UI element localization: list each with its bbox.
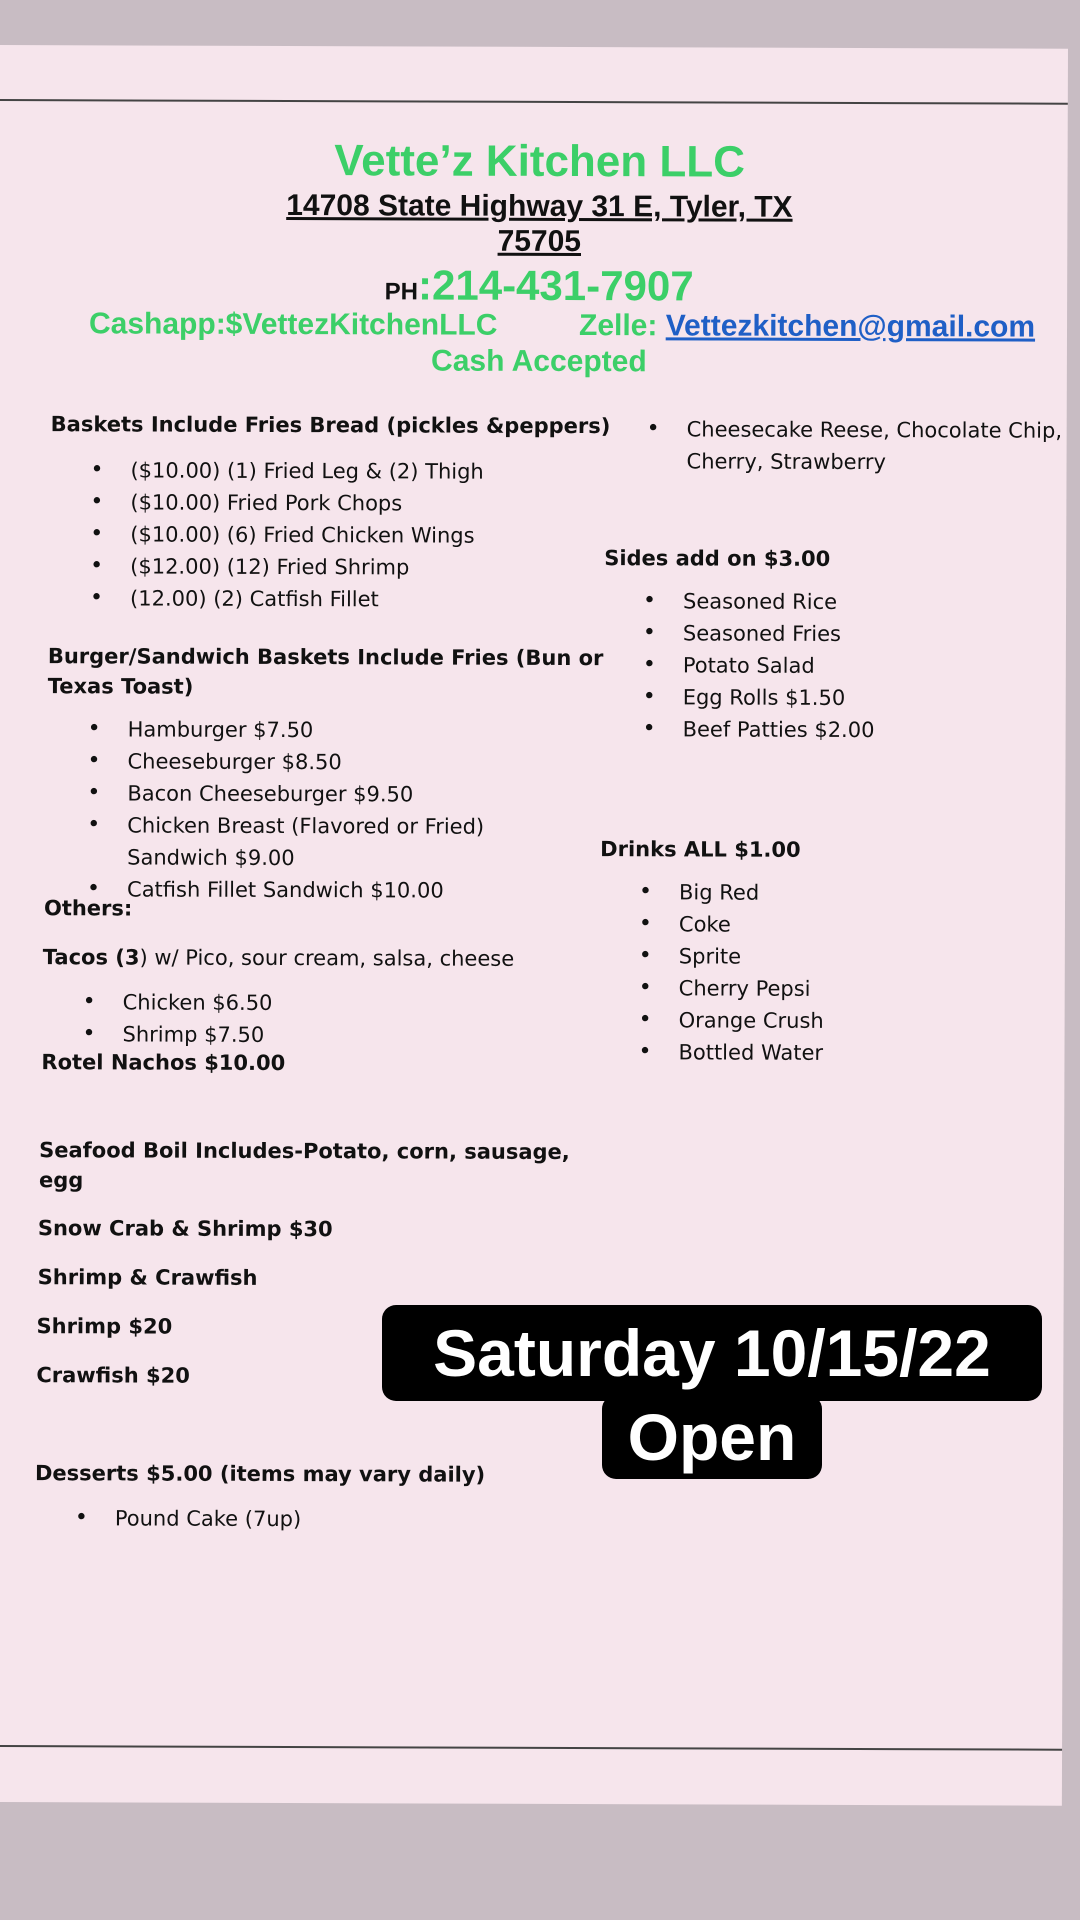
burgers-list xyxy=(87,713,485,906)
list-item: • Chicken Breast (Flavored or Fried) Sandwich $9.00 xyxy=(87,809,484,874)
list-item: • Orange Crush xyxy=(639,1004,824,1037)
list-item: • Cheesecake Reese, Chocolate Chip, Cherry, Strawberry xyxy=(646,413,1062,478)
list-item: • ($10.00) (1) Fried Leg & (2) Thigh xyxy=(90,454,483,487)
list-item: • Chicken $6.50 xyxy=(83,986,273,1019)
list-item: • Sprite xyxy=(639,940,824,973)
burgers-heading-line-2: Texas Toast) xyxy=(47,674,194,699)
nachos-item: Rotel Nachos $10.00 xyxy=(41,1050,286,1076)
seafood-item: Shrimp & Crawfish xyxy=(37,1265,258,1290)
address-line-1: 14708 State Highway 31 E, Tyler, TX xyxy=(286,189,793,224)
sticker-date: Saturday 10/15/22 xyxy=(382,1305,1042,1401)
list-item: • Bottled Water xyxy=(638,1036,823,1069)
baskets-heading: Baskets Include Fries Bread (pickles &peppers) xyxy=(50,412,611,439)
list-item: • Coke xyxy=(639,908,824,941)
list-item: • Hamburger $7.50 xyxy=(88,713,485,746)
list-item: • Catfish Fillet Sandwich $10.00 xyxy=(87,873,484,906)
sides-list xyxy=(643,585,875,746)
seafood-item: Snow Crab & Shrimp $30 xyxy=(37,1216,333,1242)
list-item: • ($10.00) (6) Fried Chicken Wings xyxy=(90,518,483,551)
list-item: • Seasoned Rice xyxy=(643,585,875,618)
tacos-list xyxy=(82,986,272,1051)
seafood-item: Crawfish $20 xyxy=(36,1363,190,1388)
drinks-list xyxy=(638,876,824,1069)
list-item: • Shrimp $7.50 xyxy=(82,1018,272,1051)
tacos-heading-bold: Tacos (3 xyxy=(42,945,140,970)
list-item: • (12.00) (2) Catfish Fillet xyxy=(90,582,483,615)
list-item: • ($12.00) (12) Fried Shrimp xyxy=(90,550,483,583)
phone-prefix: PH xyxy=(384,278,419,306)
seafood-heading xyxy=(39,1135,570,1197)
others-heading: Others: xyxy=(43,896,133,921)
tacos-heading-rest: ) w/ Pico, sour cream, salsa, cheese xyxy=(139,945,515,971)
phone-line xyxy=(0,260,1079,312)
zelle-label: Zelle: xyxy=(578,309,666,343)
zelle-email-link[interactable]: Vettezkitchen@gmail.com xyxy=(665,309,1036,344)
burgers-heading xyxy=(48,641,604,703)
sides-heading: Sides add on $3.00 xyxy=(604,546,831,571)
list-item: • Potato Salad xyxy=(643,649,875,682)
cash-accepted: Cash Accepted xyxy=(431,344,647,379)
list-item: • Cheeseburger $8.50 xyxy=(87,745,484,778)
burgers-heading-line-1: Burger/Sandwich Baskets Include Fries (Bun or xyxy=(47,644,604,671)
list-item: • Big Red xyxy=(639,876,824,909)
bottom-divider xyxy=(0,1745,1062,1751)
menu-paper xyxy=(0,45,1068,1806)
seafood-heading-line-1: Seafood Boil Includes-Potato, corn, sausage, xyxy=(39,1138,570,1164)
tacos-heading xyxy=(43,942,514,974)
list-item: • ($10.00) Fried Pork Chops xyxy=(90,486,483,519)
top-divider xyxy=(0,99,1068,105)
list-item: • Cherry Pepsi xyxy=(639,972,824,1005)
desserts-heading: Desserts $5.00 (items may vary daily) xyxy=(34,1461,486,1487)
cheesecake-list xyxy=(646,413,1062,478)
zelle-line xyxy=(579,309,1035,345)
phone-number: :214-431-7907 xyxy=(417,261,694,310)
seafood-item: Shrimp $20 xyxy=(36,1314,173,1339)
baskets-list xyxy=(90,454,484,615)
list-item: • Beef Patties $2.00 xyxy=(643,713,875,746)
desserts-list xyxy=(75,1502,301,1535)
address-line-2: 75705 xyxy=(497,224,582,259)
list-item: • Pound Cake (7up) xyxy=(75,1502,301,1535)
sticker-open: Open xyxy=(602,1395,822,1479)
cashapp-handle: Cashapp:$VettezKitchenLLC xyxy=(88,307,498,342)
business-name: Vette’z Kitchen LLC xyxy=(334,136,746,187)
list-item: • Seasoned Fries xyxy=(643,617,875,650)
list-item: • Bacon Cheeseburger $9.50 xyxy=(87,777,484,810)
drinks-heading: Drinks ALL $1.00 xyxy=(600,837,801,862)
open-date-sticker xyxy=(382,1305,1042,1479)
seafood-heading-line-2: egg xyxy=(38,1168,84,1193)
list-item: • Egg Rolls $1.50 xyxy=(643,681,875,714)
